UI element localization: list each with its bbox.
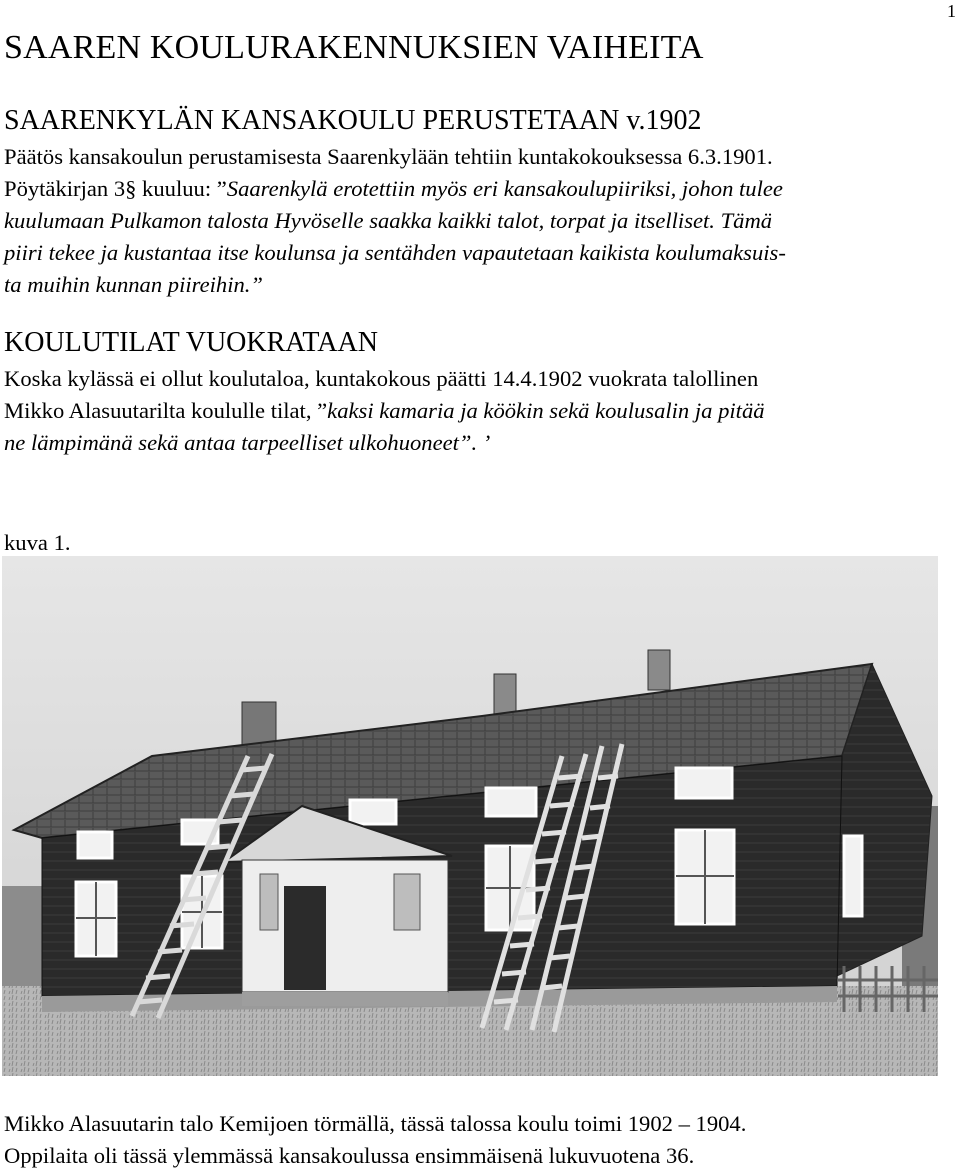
figure-caption: Mikko Alasuutarin talo Kemijoen törmällä, tässä talossa koulu toimi 1902 – 1904. [4,1111,747,1136]
quote-italic: kaksi kamaria ja köökin sekä koulusalin ja pitää [327,398,765,423]
quote-line: ne lämpimänä sekä antaa tarpeelliset ulkohuoneet”. ’ [4,430,491,455]
porch-door [284,886,326,990]
school-house-photo [2,556,938,1076]
chimney [648,650,670,690]
paragraph-line: Koska kylässä ei ollut koulutaloa, kuntakokous päätti 14.4.1902 vuokrata talollinen [4,366,759,391]
paragraph-line [4,175,783,203]
paragraph-line: Päätös kansakoulun perustamisesta Saarenkylään tehtiin kuntakokouksessa 6.3.1901. [4,144,773,169]
section-heading-founding: SAARENKYLÄN KANSAKOULU PERUSTETAAN v.1902 [4,105,702,136]
page-number: 1 [947,1,956,21]
figure-label: kuva 1. [4,530,71,555]
paragraph-line [4,397,765,425]
quote-line: ta muihin kunnan piireihin.” [4,272,263,297]
photo-drawing [2,556,938,1076]
porch-window [260,874,278,930]
quote-line: piiri tekee ja kustantaa itse koulunsa ja sentähden vapautetaan kaikista koulumaksuis- [4,240,786,265]
chimney [494,674,516,716]
quote-line: kuulumaan Pulkamon talosta Hyvöselle saakka kaikki talot, torpat ja itselliset. Tämä [4,208,773,233]
figure-caption: Oppilaita oli tässä ylemmässä kansakoulussa ensimmäisenä lukuvuotena 36. [4,1143,695,1168]
quote-italic: Saarenkylä erotettiin myös eri kansakoulupiiriksi, johon tulee [226,176,783,201]
document-title: SAAREN KOULURAKENNUKSIEN VAIHEITA [4,29,704,66]
porch-steps [242,992,448,1006]
text-plain: Mikko Alasuutarilta koululle tilat, ” [4,398,328,423]
text-plain: Pöytäkirjan 3§ kuuluu: ” [4,176,227,201]
porch-window [394,874,420,930]
section-heading-premises: KOULUTILAT VUOKRATAAN [4,327,378,358]
